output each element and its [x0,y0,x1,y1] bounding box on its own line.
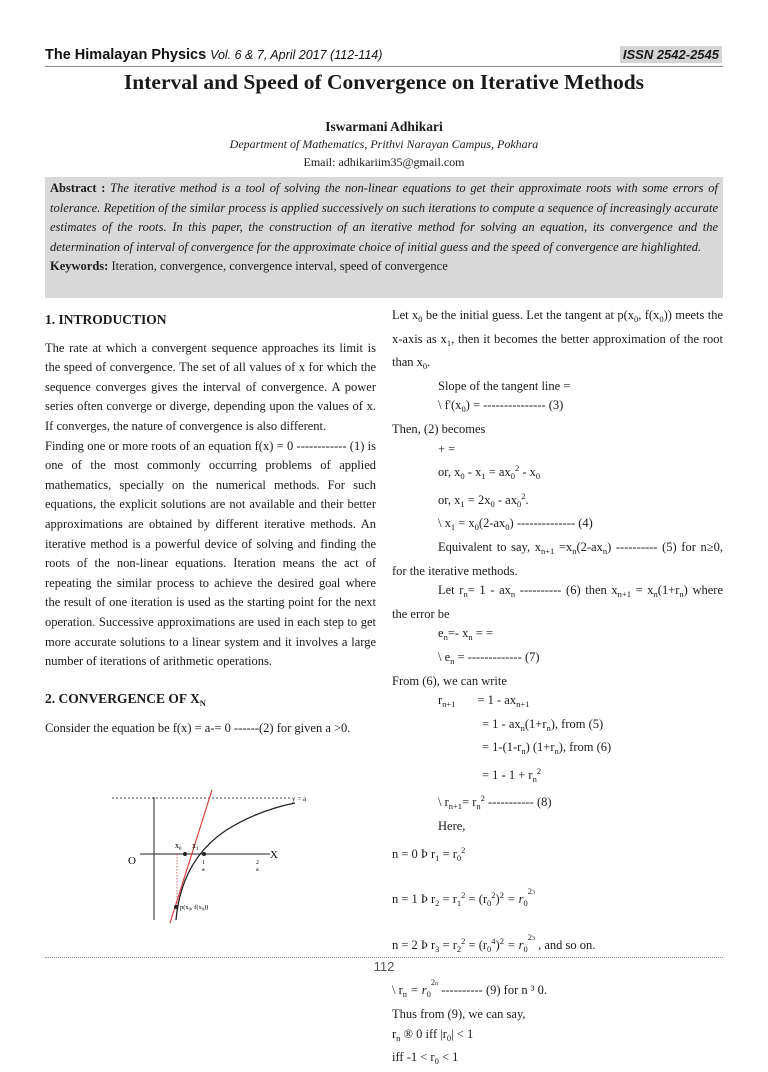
keywords-label: Keywords: [50,259,109,274]
origin-label: O [128,855,136,867]
abstract-text: The iterative method is a tool of solving the non-linear equations to get their approximate roots with some errors of tolerance. Repetition of the similar process is applied successively on such iterations to compute a sequence of increasingly accurate estimates of the roots. In this paper, the construction of an iterative method for solving an equation, its convergence and the determination of interval of convergence for the approximate choice of initial guess and the speed of convergence are highlighted. [50,181,718,254]
convergence-condition-1: $r_n$ ® 0 iff $|r_0| < 1$ [392,1026,474,1043]
n0-line: n = 0 Þ $r_1 = r_0^2$ [392,844,466,863]
equation-7: \ $e_n$ = ------------- (7) [438,649,540,666]
function-curve [176,803,295,920]
from-6-line: From (6), we can write [392,673,507,688]
n1-line: n = 1 Þ $r_2 = r_1^2 = (r_0^2)^2 = r_0^{23}$ [392,886,535,909]
y-equals-a-label: y = a [292,795,307,803]
plus-line: + = [438,441,456,456]
or-line-1: or, $x_0 - x_1 = ax_0^2 - x_0$ [438,463,541,482]
equation-8: \ $r_{n+1}= r_n^2$ ----------- (8) [438,793,552,812]
derivation-line-3: = $1-(1-r_n)$ $(1+r_n)$, from (6) [482,740,612,757]
or-line-2: or, $x_1 = 2x_0 - ax_0^2$. [438,490,529,509]
paper-title: Interval and Speed of Convergence on Iterative Methods [123,70,645,94]
tangent-figure [100,785,380,925]
header-divider [45,66,723,67]
equation-4: \ $x_1 = x_0(2-ax_0)$ -------------- (4) [438,516,593,533]
equation-6: Let $r_n= 1 - ax_n$ ---------- (6) then $x_{n+1} = x_n(1+r_n)$ where the error be [392,583,723,621]
section-1-heading: 1. INTRODUCTION [45,312,167,327]
convergence-paragraph: Consider the equation be f(x) = a-= 0 ------(2) for given a >0. [45,721,351,736]
x1-point [202,852,206,856]
intro-paragraph-2: Finding one or more roots of an equation f(x) = 0 ------------ (1) is one of the most commonly occurring problems of applied mathematics, specially on the numerical methods. For such equations, the explicit solutions are not available and their better approximations are obtained by different iterative methods. An iterative method is a powerful device of solving and finding the roots of the non-linear equations. Iteration means the act of repeating the similar process to achieve the desired goal where the result of one iteration is used as the starting point for the next operation. Successive approximations are used in each step to get more accurate solutions to a linear system and it involves a large number of iterations of arithmetic operations. [45,438,376,669]
abstract-box [45,177,723,298]
keywords-text: Iteration, convergence, convergence interval, speed of convergence [111,259,448,274]
tick-one-over-a-den: a [202,867,205,873]
tick-one-over-a: 1 [202,860,205,866]
issn-label: ISSN 2542-2545 [620,46,722,63]
journal-name: The Himalayan Physics [45,47,207,63]
n2-line: n = 2 Þ $r_3 = r_2^2 = (r_0^4)^2 = r_0^{23}$ , and so on. [392,931,596,954]
author-affiliation: Department of Mathematics, Prithvi Narayan Campus, Pokhara [229,137,539,151]
error-line-1: $e_n=-$ $x_n$ = = [438,626,494,643]
x0-label: $x_0$ [175,841,182,852]
abstract-label: Abstract : [50,181,106,195]
equation-9: \ $r_n = r_0^{2n}$ ---------- (9) for n ³ 0. [392,977,547,1000]
intro-paragraph-1: The rate at which a convergent sequence approaches its limit is the speed of convergence. The set of all values of x for which the sequence converges gives the interval of convergence. A power series often converge or diverge, depending upon the values of x. If converges, the nature of convergence is also different. [45,340,376,433]
derivation-line-4: = $1 - 1 + r_n^2$ [482,765,542,784]
x0-point [183,852,187,856]
author-email: Email: adhikariim35@gmail.com [303,155,465,169]
left-column [45,310,376,739]
derivation-line-2: = $1 - ax_n(1+r_n)$, from (5) [482,716,604,733]
tick-two-over-a-den: a [256,867,259,873]
footer-divider [45,957,723,958]
thus-line: Thus from (9), we can say, [392,1007,526,1022]
journal-header [45,46,382,63]
then-line: Then, (2) becomes [392,421,486,436]
convergence-condition-2: iff $-1 < r_0 < 1$ [392,1050,459,1067]
author-name: Iswarmani Adhikari [325,119,443,134]
equation-3: \ $f'(x_0)$ = --------------- (3) [438,398,564,415]
journal-volume: Vol. 6 & 7, April 2017 (112-114) [210,48,383,62]
tangent-point [174,905,178,909]
page-number: 112 [373,959,395,974]
initial-guess-paragraph: Let $x_0$ be the initial guess. Let the tangent at $p(x_0$, $f(x_0)$) meets the x-axis as $x_1$, then it becomes the better approximation of the root than $x_0$. [392,308,723,372]
x-axis-label: X [270,849,278,861]
equation-5: Equivalent to say, $x_{n+1} =x_n(2-ax_n)$ ---------- (5) for n≥0, for the iterative methods. [392,539,723,578]
slope-line: Slope of the tangent line = [438,378,571,393]
here-line: Here, [438,819,466,834]
derivation-line-1: $r_{n+1} = 1 - ax_{n+1}$ [438,693,530,710]
section-2-heading: 2. CONVERGENCE OF $X_N$ [45,690,206,708]
tick-two-over-a: 2 [256,860,259,866]
x1-label: $x_1$ [192,841,199,852]
point-p-label: $p(x_0$, $f(x_0)$) [180,904,209,912]
